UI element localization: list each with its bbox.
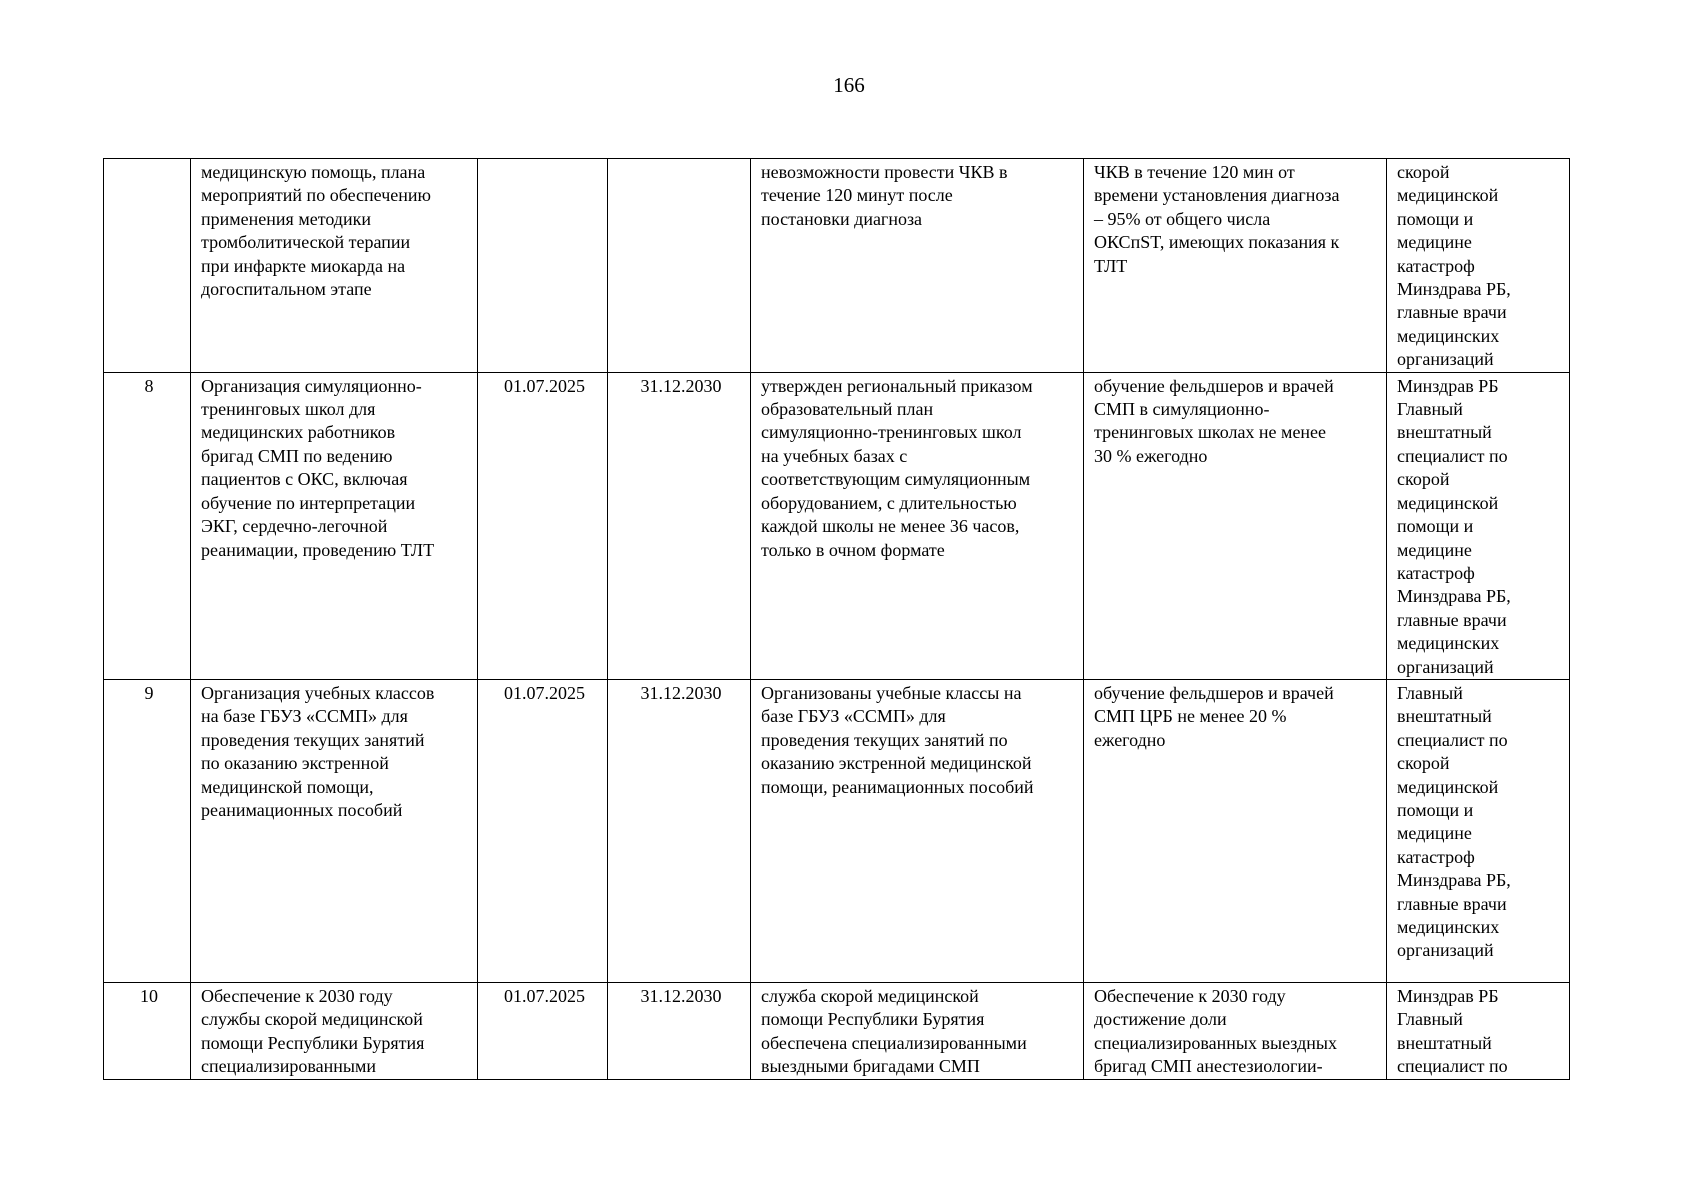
cell-line: на учебных базах с bbox=[761, 445, 908, 466]
cell-line: утвержден региональный приказом bbox=[761, 375, 1033, 396]
table-row bbox=[104, 679, 1570, 982]
cell-line: катастроф bbox=[1397, 562, 1475, 583]
cell-line: специализированных выездных bbox=[1094, 1032, 1337, 1053]
cell-line: тренинговых школах не менее bbox=[1094, 422, 1327, 443]
cell-text: 31.12.2030 bbox=[640, 682, 722, 703]
cell-line: симуляционно-тренинговых школ bbox=[761, 422, 1022, 443]
cell-line: Организованы учебные классы на bbox=[761, 682, 1022, 703]
cell-line: каждой школы не менее 36 часов, bbox=[761, 516, 1020, 537]
cell-line: бригад СМП анестезиологии- bbox=[1094, 1056, 1323, 1077]
cell-line: проведения текущих занятий bbox=[201, 729, 425, 750]
cell-line: Минздрав РБ bbox=[1397, 985, 1499, 1006]
indicator-cell bbox=[1084, 372, 1387, 679]
start-date-cell bbox=[478, 679, 608, 982]
cell-line: на базе ГБУЗ «ССМП» для bbox=[201, 706, 408, 727]
cell-text: 9 bbox=[144, 682, 154, 703]
cell-line: медицинских работников bbox=[201, 422, 396, 443]
cell-line: Обеспечение к 2030 году bbox=[1094, 985, 1286, 1006]
cell-line: скорой bbox=[1397, 162, 1450, 182]
cell-line: реанимационных пособий bbox=[201, 799, 403, 820]
cell-line: Минздрава РБ, bbox=[1397, 279, 1511, 300]
cell-line: медицинской bbox=[1397, 492, 1499, 513]
cell-line: служба скорой медицинской bbox=[761, 985, 979, 1006]
activity-cell bbox=[191, 372, 478, 679]
cell-line: Главный bbox=[1397, 682, 1463, 703]
cell-line: помощи Республики Бурятия bbox=[201, 1032, 425, 1053]
cell-line: специалист по bbox=[1397, 1056, 1508, 1077]
cell-line: скорой bbox=[1397, 753, 1450, 774]
cell-line: образовательный план bbox=[761, 399, 934, 420]
cell-line: медицинских bbox=[1397, 917, 1500, 937]
responsible-cell bbox=[1387, 372, 1570, 679]
start-date-cell bbox=[478, 372, 608, 679]
cell-line: медицине bbox=[1397, 823, 1472, 844]
cell-line: медицинской помощи, bbox=[201, 776, 374, 797]
cell-line: соответствующим симуляционным bbox=[761, 469, 1031, 490]
cell-line: организаций bbox=[1397, 349, 1494, 370]
cell-line: помощи и bbox=[1397, 516, 1474, 537]
cell-line: главные врачи bbox=[1397, 302, 1507, 323]
end-date-cell bbox=[608, 159, 751, 373]
result-cell bbox=[751, 372, 1084, 679]
cell-line: внештатный bbox=[1397, 706, 1492, 727]
cell-line: катастроф bbox=[1397, 846, 1475, 867]
cell-line: скорой bbox=[1397, 469, 1450, 490]
cell-line: реанимации, проведению ТЛТ bbox=[201, 539, 435, 560]
cell-line: Главный bbox=[1397, 1009, 1463, 1030]
cell-line: ТЛТ bbox=[1094, 255, 1128, 276]
cell-text: 01.07.2025 bbox=[504, 682, 585, 703]
cell-text: 01.07.2025 bbox=[504, 375, 585, 396]
indicator-cell bbox=[1084, 159, 1387, 373]
cell-line: организаций bbox=[1397, 940, 1494, 961]
row-number-cell bbox=[104, 159, 191, 373]
cell-line: катастроф bbox=[1397, 255, 1475, 276]
cell-line: применения методики bbox=[201, 208, 371, 229]
cell-line: невозможности провести ЧКВ в bbox=[761, 162, 1008, 182]
cell-line: выездными бригадами СМП bbox=[761, 1056, 980, 1077]
cell-line: при инфаркте миокарда на bbox=[201, 255, 406, 276]
cell-text: 31.12.2030 bbox=[640, 985, 722, 1006]
cell-line: помощи и bbox=[1397, 799, 1474, 820]
cell-line: 30 % ежегодно bbox=[1094, 445, 1208, 466]
cell-line: специалист по bbox=[1397, 445, 1508, 466]
start-date-cell bbox=[478, 159, 608, 373]
cell-line: медицине bbox=[1397, 232, 1472, 253]
page-number: 166 bbox=[833, 73, 865, 97]
cell-line: медицинскую помощь, плана bbox=[201, 162, 426, 182]
cell-line: Минздрав РБ bbox=[1397, 375, 1499, 396]
indicator-cell bbox=[1084, 679, 1387, 982]
cell-line: Организация учебных классов bbox=[201, 682, 435, 703]
cell-line: внештатный bbox=[1397, 1032, 1492, 1053]
responsible-cell bbox=[1387, 159, 1570, 373]
cell-line: Минздрава РБ, bbox=[1397, 870, 1511, 891]
cell-line: мероприятий по обеспечению bbox=[201, 185, 431, 206]
cell-text: 31.12.2030 bbox=[640, 375, 722, 396]
cell-line: оказанию экстренной медицинской bbox=[761, 753, 1032, 774]
cell-text: 8 bbox=[144, 375, 154, 396]
cell-line: догоспитальном этапе bbox=[201, 279, 372, 300]
row-number-cell bbox=[104, 679, 191, 982]
activity-plan-table bbox=[103, 158, 1570, 1080]
cell-line: только в очном формате bbox=[761, 539, 945, 560]
end-date-cell bbox=[608, 372, 751, 679]
cell-line: тромболитической терапии bbox=[201, 232, 411, 253]
cell-line: помощи, реанимационных пособий bbox=[761, 776, 1034, 797]
cell-line: базе ГБУЗ «ССМП» для bbox=[761, 706, 946, 727]
cell-line: помощи и bbox=[1397, 208, 1474, 229]
cell-line: обучение фельдшеров и врачей bbox=[1094, 375, 1334, 396]
cell-line: Организация симуляционно- bbox=[201, 375, 422, 396]
activity-cell bbox=[191, 159, 478, 373]
cell-line: Обеспечение к 2030 году bbox=[201, 985, 393, 1006]
cell-line: главные врачи bbox=[1397, 893, 1507, 914]
cell-line: по оказанию экстренной bbox=[201, 753, 389, 774]
cell-line: постановки диагноза bbox=[761, 208, 923, 229]
responsible-cell bbox=[1387, 679, 1570, 982]
cell-line: достижение доли bbox=[1094, 1009, 1227, 1030]
cell-line: внештатный bbox=[1397, 422, 1492, 443]
cell-line: помощи Республики Бурятия bbox=[761, 1009, 985, 1030]
cell-text: 10 bbox=[140, 985, 158, 1006]
cell-line: медицине bbox=[1397, 539, 1472, 560]
cell-line: времени установления диагноза bbox=[1094, 185, 1340, 206]
result-cell bbox=[751, 679, 1084, 982]
cell-line: медицинских bbox=[1397, 633, 1500, 654]
cell-line: ОКСпST, имеющих показания к bbox=[1094, 232, 1340, 253]
responsible-cell bbox=[1387, 982, 1570, 1079]
cell-text: 01.07.2025 bbox=[504, 985, 585, 1006]
cell-line: тренинговых школ для bbox=[201, 399, 376, 420]
cell-line: бригад СМП по ведению bbox=[201, 445, 393, 466]
cell-line: Минздрава РБ, bbox=[1397, 586, 1511, 607]
cell-line: обучение фельдшеров и врачей bbox=[1094, 682, 1334, 703]
cell-line: пациентов с ОКС, включая bbox=[201, 469, 408, 490]
cell-line: специализированными bbox=[201, 1056, 377, 1077]
cell-line: медицинской bbox=[1397, 185, 1499, 206]
cell-line: службы скорой медицинской bbox=[201, 1009, 423, 1030]
cell-line: ЭКГ, сердечно-легочной bbox=[201, 516, 388, 537]
row-number-cell bbox=[104, 982, 191, 1079]
cell-line: специалист по bbox=[1397, 729, 1508, 750]
cell-line: Главный bbox=[1397, 399, 1463, 420]
cell-line: СМП ЦРБ не менее 20 % bbox=[1094, 706, 1287, 727]
cell-line: СМП в симуляционно- bbox=[1094, 399, 1270, 420]
result-cell bbox=[751, 982, 1084, 1079]
cell-line: медицинской bbox=[1397, 776, 1499, 797]
start-date-cell bbox=[478, 982, 608, 1079]
cell-line: течение 120 минут после bbox=[761, 185, 953, 206]
end-date-cell bbox=[608, 679, 751, 982]
end-date-cell bbox=[608, 982, 751, 1079]
cell-line: обучение по интерпретации bbox=[201, 492, 416, 513]
cell-line: организаций bbox=[1397, 656, 1494, 677]
activity-cell bbox=[191, 982, 478, 1079]
table-row bbox=[104, 982, 1570, 1079]
cell-line: проведения текущих занятий по bbox=[761, 729, 1008, 750]
cell-line: медицинских bbox=[1397, 325, 1500, 346]
indicator-cell bbox=[1084, 982, 1387, 1079]
cell-line: ЧКВ в течение 120 мин от bbox=[1094, 162, 1295, 182]
cell-line: обеспечена специализированными bbox=[761, 1032, 1027, 1053]
cell-line: главные врачи bbox=[1397, 609, 1507, 630]
table-row bbox=[104, 159, 1570, 373]
row-number-cell bbox=[104, 372, 191, 679]
activity-cell bbox=[191, 679, 478, 982]
cell-line: ежегодно bbox=[1094, 729, 1166, 750]
table-row bbox=[104, 372, 1570, 679]
cell-line: – 95% от общего числа bbox=[1094, 208, 1271, 229]
cell-line: оборудованием, с длительностью bbox=[761, 492, 1017, 513]
result-cell bbox=[751, 159, 1084, 373]
